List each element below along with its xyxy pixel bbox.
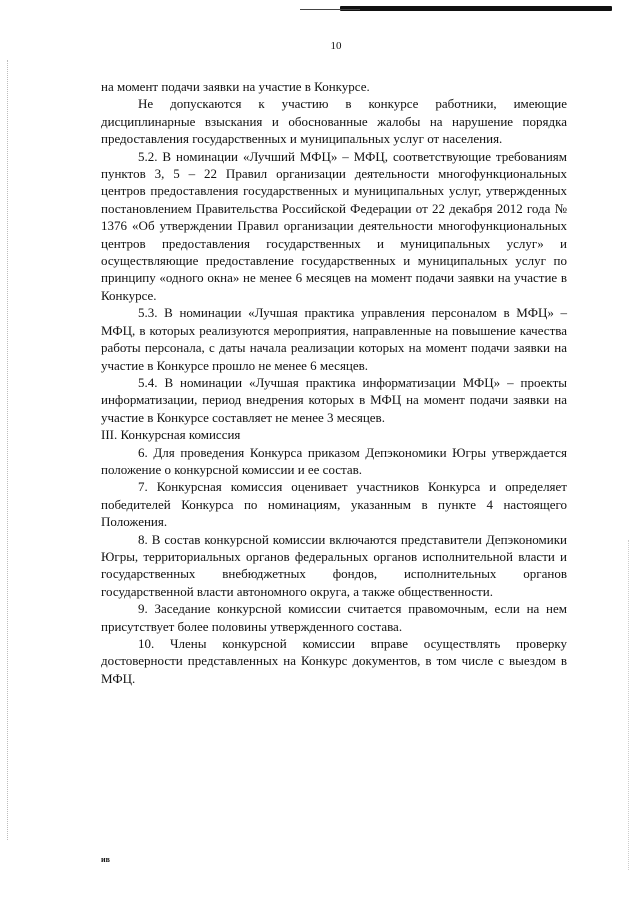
paragraph-5-2: 5.2. В номинации «Лучший МФЦ» – МФЦ, соответствующие требованиям пунктов 3, 5 – 22 Правил организации деятельности многофункциональных центров предоставления государственных и муниципальных услуг, утвержденных постановлением Правительства Российской Федерации от 22 декабря 2012 года № 1376 «Об утверждении Правил организации деятельности многофункциональных центров предоставления государственных и муниципальных услуг» и осуществляющие предоставление государственных и муниципальных услуг по принципу «одного окна» не менее 6 месяцев на момент подачи заявки на участие в Конкурсе.: [101, 148, 567, 303]
scan-right-edge: [628, 540, 630, 870]
paragraph-5-4: 5.4. В номинации «Лучшая практика информатизации МФЦ» – проекты информатизации, период внедрения которых в МФЦ на момент подачи заявки на участие в Конкурсе составляет не менее 3 месяцев.: [101, 374, 567, 425]
scan-left-edge: [7, 60, 9, 840]
page-number: 10: [330, 40, 342, 52]
scan-artifact-line: [300, 9, 360, 10]
paragraph-5-3: 5.3. В номинации «Лучшая практика управления персоналом в МФЦ» – МФЦ, в которых реализуются мероприятия, направленные на повышение качества работы персонала, с даты начала реализации которых на момент подачи заявки на участие в Конкурсе прошло не менее 6 месяцев.: [101, 305, 567, 373]
paragraph-9: 9. Заседание конкурсной комиссии считается правомочным, если на нем присутствует более половины утвержденного состава.: [101, 601, 567, 634]
paragraph-10: 10. Члены конкурсной комиссии вправе осуществлять проверку достоверности представленных на Конкурс документов, в том числе с выездом в МФЦ.: [101, 636, 567, 686]
paragraph-7: 7. Конкурсная комиссия оценивает участников Конкурса и определяет победителей Конкурса по номинациям, указанным в пункте 4 настоящего Положения.: [101, 479, 567, 530]
paragraph-6: 6. Для проведения Конкурса приказом Депэкономики Югры утверждается положение о конкурсной комиссии и ее состав.: [101, 444, 567, 477]
paragraph-continuation: на момент подачи заявки на участие в Конкурсе.: [101, 79, 370, 94]
paragraph-exclusion: Не допускаются к участию в конкурсе работники, имеющие дисциплинарные взыскания и обоснованные жалобы на нарушение порядка предоставления государственных и муниципальных услуг от населения.: [101, 96, 567, 147]
scan-artifact-bar: [340, 6, 612, 11]
footer-initials: ив: [101, 855, 110, 864]
paragraph-8: 8. В состав конкурсной комиссии включаются представители Депэкономики Югры, территориальных органов федеральных органов исполнительной власти и государственных внебюджетных фондов, исполнительных органов государственной власти автономного округа, а также общественности.: [101, 531, 567, 599]
document-body: [101, 78, 567, 687]
section-heading: III. Конкурсная комиссия: [101, 427, 241, 443]
